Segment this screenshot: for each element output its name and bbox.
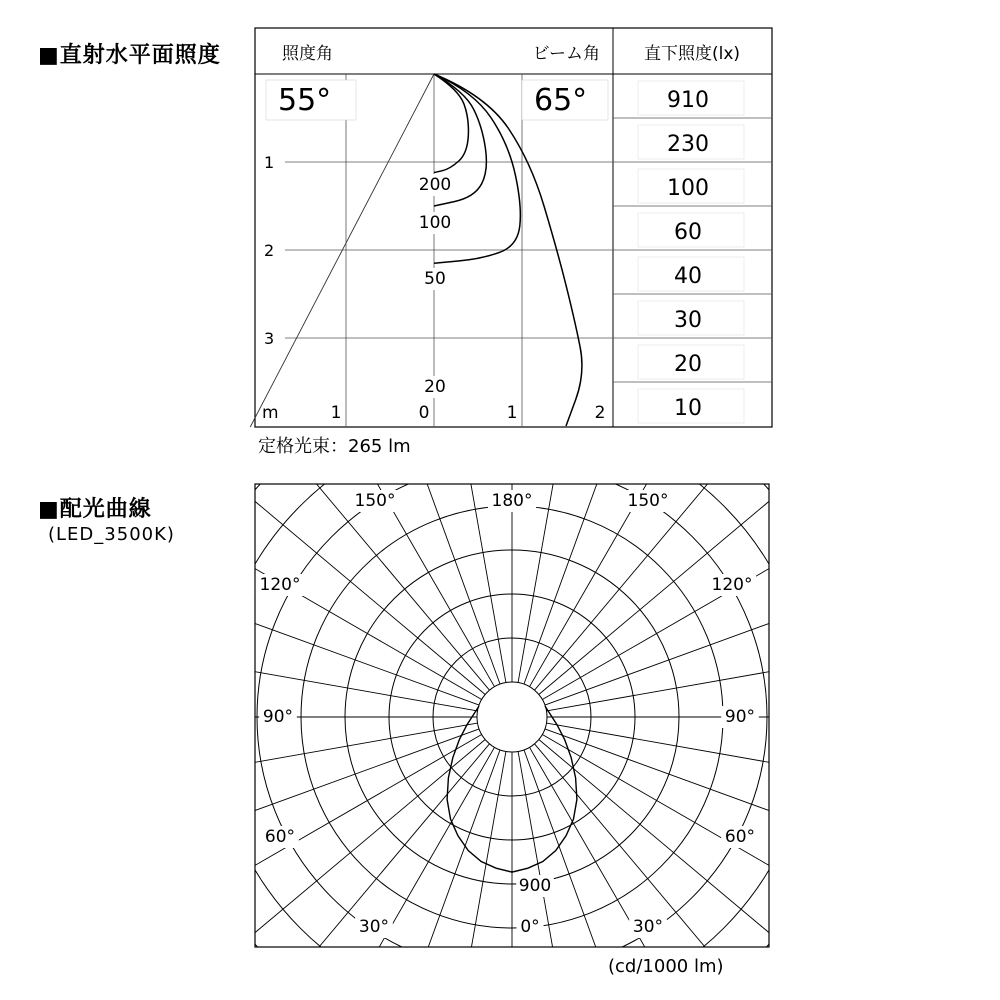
beam-angle-header: ビーム角 — [532, 44, 600, 64]
polar-spoke — [546, 561, 1000, 711]
lux-value: 60 — [674, 220, 702, 245]
lux-value: 910 — [667, 88, 709, 113]
polar-angle-label: 150° — [627, 491, 669, 511]
polar-angle-label: 30° — [632, 917, 664, 937]
polar-spoke — [530, 747, 963, 1000]
isolux-label-100: 100 — [418, 213, 452, 233]
polar-angle-label: 60° — [264, 827, 296, 847]
polar-angle-label: 30° — [358, 917, 390, 937]
x-tick-label: 1 — [506, 403, 518, 423]
depth-label: 3 — [264, 329, 275, 348]
polar-chart — [0, 470, 1000, 1000]
illuminance-angle-line — [250, 74, 434, 427]
x-tick-label: 1 — [330, 403, 342, 423]
section2-title: ■配光曲線 — [38, 497, 152, 522]
polar-unit-label: (cd/1000 lm) — [608, 956, 724, 977]
polar-angle-label: 120° — [259, 575, 301, 595]
polar-spoke — [204, 750, 500, 1000]
lux-value: 10 — [674, 396, 702, 421]
illuminance-chart — [0, 0, 1000, 470]
polar-ring — [477, 682, 547, 752]
depth-label: 2 — [264, 241, 275, 260]
x-tick-label: 2 — [594, 403, 606, 423]
illuminance-labels — [262, 44, 744, 424]
polar-spoke — [0, 723, 478, 873]
lux-value: 20 — [674, 352, 702, 377]
lux-value: 100 — [667, 176, 709, 201]
polar-spoke — [0, 739, 485, 1000]
polar-spoke — [0, 735, 482, 1000]
intensity-value-label: 900 — [518, 876, 552, 896]
polar-spoke — [0, 470, 485, 695]
polar-angle-label: 120° — [711, 575, 753, 595]
section2-subtitle: (LED_3500K) — [48, 524, 175, 545]
beam-angle-value: 65° — [534, 83, 588, 118]
polar-angle-label: 180° — [491, 491, 533, 511]
polar-angle-label: 60° — [724, 827, 756, 847]
lux-value: 30 — [674, 308, 702, 333]
section1-title: ■直射水平面照度 — [38, 43, 221, 68]
polar-angle-label: 90° — [262, 707, 294, 727]
polar-spoke — [546, 723, 1000, 873]
polar-spoke — [542, 470, 1000, 700]
x-unit-label: m — [262, 403, 279, 423]
polar-grid-lines — [0, 470, 1000, 1000]
polar-angle-label: 150° — [354, 491, 396, 511]
direct-lux-header: 直下照度(lx) — [643, 44, 741, 64]
polar-spoke — [0, 744, 490, 1000]
polar-grid — [0, 470, 1000, 1000]
isolux-label-20: 20 — [424, 377, 446, 397]
isolux-label-50: 50 — [424, 269, 446, 289]
depth-label: 1 — [264, 153, 275, 172]
lux-value: 40 — [674, 264, 702, 289]
polar-angle-label: 0° — [520, 917, 540, 937]
polar-spoke — [0, 729, 479, 1000]
luminous-flux-label: 定格光束：265 lm — [258, 436, 411, 457]
polar-spoke — [0, 561, 478, 711]
x-tick-label: 0 — [418, 403, 430, 423]
isolux-label-200: 200 — [418, 175, 452, 195]
polar-spoke — [62, 747, 495, 1000]
polar-spoke — [545, 470, 1000, 705]
illuminance-angle-header: 照度角 — [282, 44, 333, 64]
polar-angle-label: 90° — [724, 707, 756, 727]
lux-value: 230 — [667, 132, 709, 157]
illuminance-angle-value: 55° — [278, 83, 332, 118]
